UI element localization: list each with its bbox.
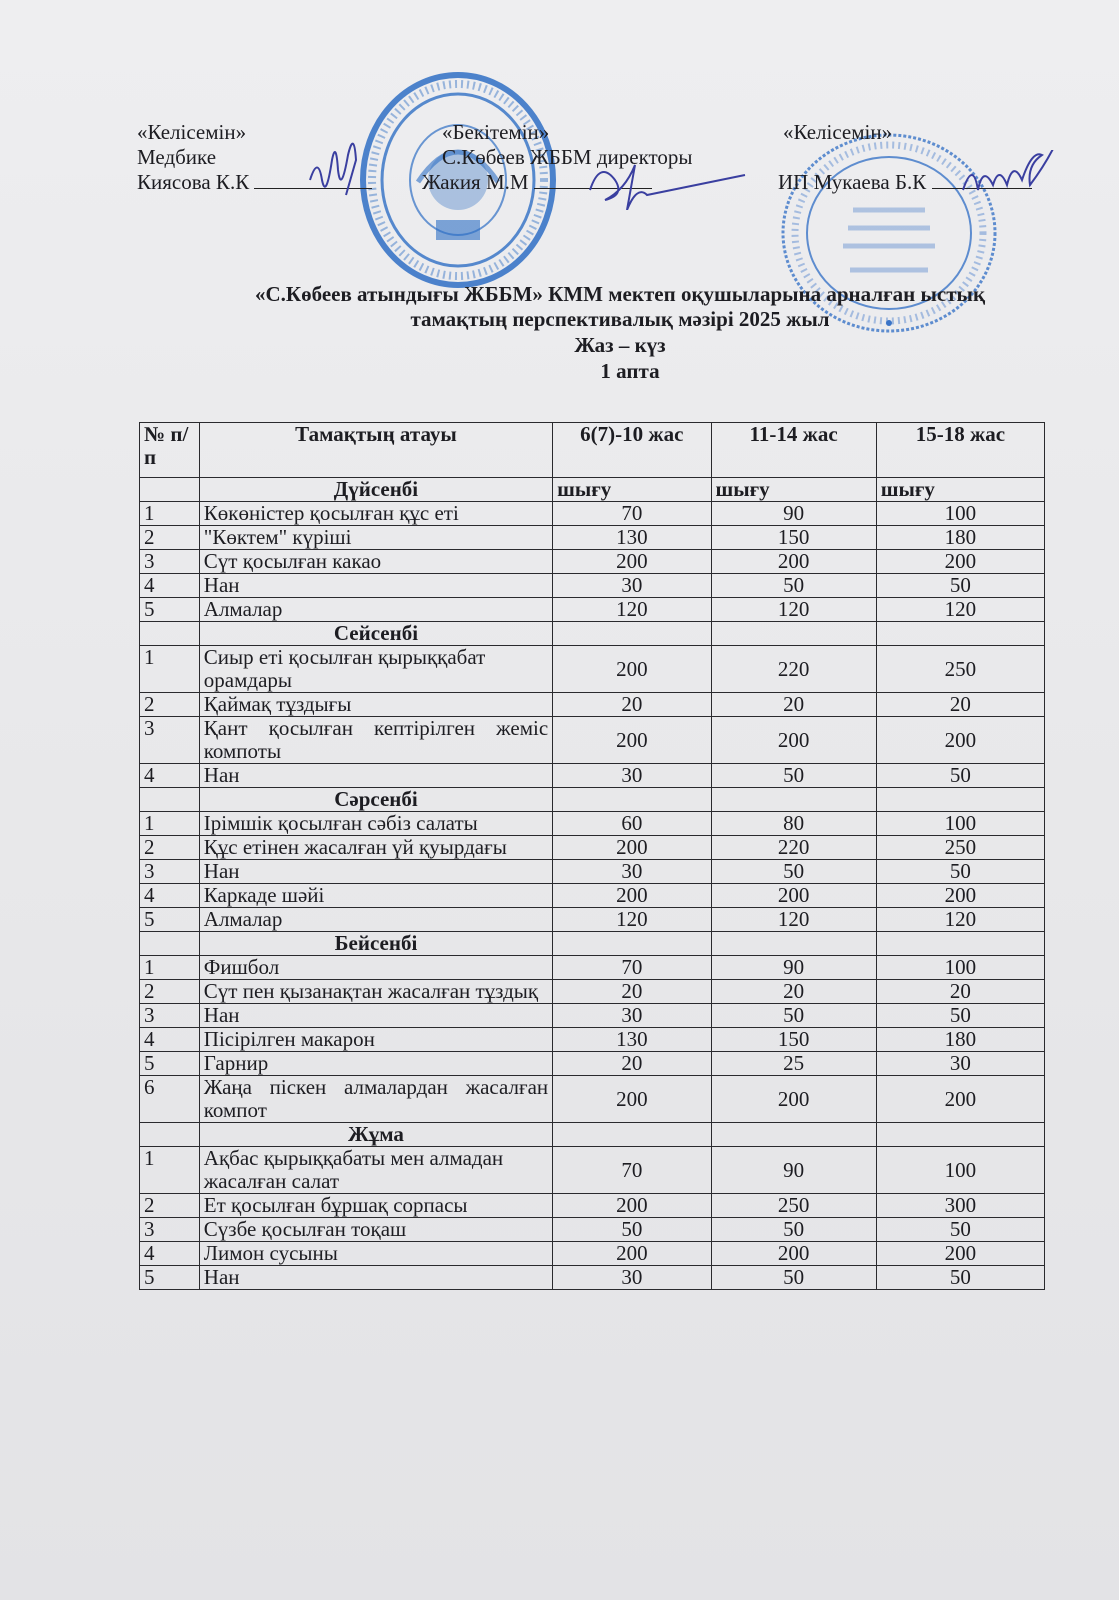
portion-grams: 130 (553, 526, 711, 550)
item-number: 5 (140, 1266, 200, 1290)
table-row (140, 1028, 1045, 1052)
table-row (140, 646, 1045, 693)
unit-label: шығу (711, 478, 876, 502)
portion-grams: 70 (553, 956, 711, 980)
portion-grams: 90 (711, 1147, 876, 1194)
dish-name: Нан (199, 860, 552, 884)
dish-name: Қаймақ тұздығы (199, 693, 552, 717)
portion-grams: 50 (711, 1266, 876, 1290)
portion-grams: 30 (876, 1052, 1044, 1076)
dish-name: Нан (199, 574, 552, 598)
portion-grams: 50 (876, 860, 1044, 884)
item-number: 4 (140, 884, 200, 908)
item-number: 3 (140, 1004, 200, 1028)
empty-cell (876, 1123, 1044, 1147)
portion-grams: 20 (711, 980, 876, 1004)
portion-grams: 60 (553, 812, 711, 836)
portion-grams: 220 (711, 836, 876, 860)
dish-name: Алмалар (199, 598, 552, 622)
dish-name: Сиыр еті қосылған қырыққабат орамдары (199, 646, 552, 693)
empty-cell (553, 932, 711, 956)
dish-name: Қант қосылған кептірілген жеміс компоты (199, 717, 552, 764)
portion-grams: 200 (553, 1076, 711, 1123)
table-row (140, 502, 1045, 526)
item-number: 5 (140, 908, 200, 932)
portion-grams: 200 (553, 717, 711, 764)
portion-grams: 120 (711, 598, 876, 622)
portion-grams: 100 (876, 956, 1044, 980)
item-number: 1 (140, 1147, 200, 1194)
header-dish-name: Тамақтың атауы (199, 423, 552, 478)
day-row (140, 1123, 1045, 1147)
empty-cell (876, 622, 1044, 646)
day-row (140, 932, 1045, 956)
dish-name: Ет қосылған бұршақ сорпасы (199, 1194, 552, 1218)
dish-name: "Көктем" күріші (199, 526, 552, 550)
portion-grams: 200 (711, 550, 876, 574)
portion-grams: 200 (553, 836, 711, 860)
portion-grams: 20 (553, 980, 711, 1004)
portion-grams: 20 (876, 693, 1044, 717)
portion-grams: 30 (553, 764, 711, 788)
unit-label: шығу (876, 478, 1044, 502)
day-number-cell (140, 622, 200, 646)
item-number: 1 (140, 956, 200, 980)
portion-grams: 200 (711, 1076, 876, 1123)
portion-grams: 20 (711, 693, 876, 717)
dish-name: Нан (199, 1266, 552, 1290)
item-number: 2 (140, 1194, 200, 1218)
signature-medbike (300, 140, 370, 210)
portion-grams: 120 (553, 908, 711, 932)
menu-table (139, 422, 1045, 1290)
portion-grams: 120 (876, 598, 1044, 622)
day-name: Сәрсенбі (199, 788, 552, 812)
portion-grams: 20 (553, 1052, 711, 1076)
portion-grams: 50 (711, 1004, 876, 1028)
portion-grams: 300 (876, 1194, 1044, 1218)
approval-center-label: «Бекітемін» (442, 120, 550, 144)
item-number: 3 (140, 860, 200, 884)
item-number: 2 (140, 526, 200, 550)
header-age-6-10: 6(7)-10 жас (553, 423, 711, 478)
menu-season: Жаз – күз (574, 333, 666, 357)
table-row (140, 884, 1045, 908)
day-name: Сейсенбі (199, 622, 552, 646)
portion-grams: 30 (553, 574, 711, 598)
empty-cell (711, 788, 876, 812)
portion-grams: 250 (876, 646, 1044, 693)
portion-grams: 120 (711, 908, 876, 932)
portion-grams: 200 (876, 717, 1044, 764)
day-number-cell (140, 1123, 200, 1147)
item-number: 3 (140, 717, 200, 764)
portion-grams: 200 (553, 1242, 711, 1266)
approval-center-role: С.Көбеев ЖББМ директоры (442, 145, 693, 169)
table-row (140, 1218, 1045, 1242)
portion-grams: 100 (876, 812, 1044, 836)
dish-name: Ірімшік қосылған сәбіз салаты (199, 812, 552, 836)
portion-grams: 50 (711, 1218, 876, 1242)
dish-name: Нан (199, 1004, 552, 1028)
portion-grams: 150 (711, 1028, 876, 1052)
item-number: 6 (140, 1076, 200, 1123)
day-name: Дүйсенбі (199, 478, 552, 502)
empty-cell (876, 788, 1044, 812)
table-row (140, 1194, 1045, 1218)
portion-grams: 250 (876, 836, 1044, 860)
signature-ip (955, 150, 1065, 205)
dish-name: Сүзбе қосылған тоқаш (199, 1218, 552, 1242)
table-header-row (140, 423, 1045, 478)
approval-left-name: Киясова К.К (137, 170, 250, 194)
table-row (140, 836, 1045, 860)
item-number: 1 (140, 646, 200, 693)
portion-grams: 70 (553, 502, 711, 526)
portion-grams: 90 (711, 502, 876, 526)
dish-name: Көкөністер қосылған құс еті (199, 502, 552, 526)
table-row (140, 574, 1045, 598)
portion-grams: 50 (876, 574, 1044, 598)
portion-grams: 200 (876, 1076, 1044, 1123)
signature-director (575, 150, 755, 210)
dish-name: Пісірілген макарон (199, 1028, 552, 1052)
item-number: 2 (140, 980, 200, 1004)
day-number-cell (140, 478, 200, 502)
empty-cell (876, 932, 1044, 956)
empty-cell (553, 788, 711, 812)
dish-name: Лимон сусыны (199, 1242, 552, 1266)
menu-table-body (140, 478, 1045, 1290)
portion-grams: 80 (711, 812, 876, 836)
empty-cell (711, 932, 876, 956)
approval-right-label: «Келісемін» (783, 120, 893, 144)
portion-grams: 20 (553, 693, 711, 717)
item-number: 4 (140, 1242, 200, 1266)
table-row (140, 1266, 1045, 1290)
dish-name: Каркаде шәйі (199, 884, 552, 908)
portion-grams: 180 (876, 1028, 1044, 1052)
approval-right-name: ИП Мукаева Б.К (778, 170, 927, 194)
table-row (140, 1076, 1045, 1123)
item-number: 1 (140, 502, 200, 526)
portion-grams: 200 (876, 1242, 1044, 1266)
portion-grams: 200 (553, 1194, 711, 1218)
table-row (140, 956, 1045, 980)
dish-name: Ақбас қырыққабаты мен алмадан жасалған салат (199, 1147, 552, 1194)
approval-left-label: «Келісемін» (137, 120, 247, 144)
day-name: Жұма (199, 1123, 552, 1147)
portion-grams: 200 (553, 550, 711, 574)
day-number-cell (140, 788, 200, 812)
item-number: 2 (140, 836, 200, 860)
portion-grams: 30 (553, 1266, 711, 1290)
table-row (140, 860, 1045, 884)
menu-week: 1 апта (600, 359, 660, 383)
empty-cell (553, 1123, 711, 1147)
portion-grams: 30 (553, 860, 711, 884)
table-row (140, 980, 1045, 1004)
header-age-15-18: 15-18 жас (876, 423, 1044, 478)
dish-name: Құс етінен жасалған үй қуырдағы (199, 836, 552, 860)
table-row (140, 693, 1045, 717)
portion-grams: 100 (876, 1147, 1044, 1194)
item-number: 1 (140, 812, 200, 836)
portion-grams: 20 (876, 980, 1044, 1004)
portion-grams: 100 (876, 502, 1044, 526)
item-number: 3 (140, 1218, 200, 1242)
portion-grams: 200 (553, 646, 711, 693)
portion-grams: 130 (553, 1028, 711, 1052)
item-number: 5 (140, 1052, 200, 1076)
header-age-11-14: 11-14 жас (711, 423, 876, 478)
item-number: 4 (140, 1028, 200, 1052)
dish-name: Алмалар (199, 908, 552, 932)
portion-grams: 250 (711, 1194, 876, 1218)
dish-name: Гарнир (199, 1052, 552, 1076)
portion-grams: 50 (553, 1218, 711, 1242)
portion-grams: 200 (553, 884, 711, 908)
empty-cell (711, 622, 876, 646)
portion-grams: 30 (553, 1004, 711, 1028)
table-row (140, 550, 1045, 574)
portion-grams: 220 (711, 646, 876, 693)
table-row (140, 526, 1045, 550)
table-row (140, 1242, 1045, 1266)
empty-cell (711, 1123, 876, 1147)
portion-grams: 50 (711, 574, 876, 598)
table-row (140, 598, 1045, 622)
portion-grams: 50 (876, 1004, 1044, 1028)
portion-grams: 50 (711, 764, 876, 788)
table-row (140, 717, 1045, 764)
portion-grams: 90 (711, 956, 876, 980)
portion-grams: 50 (876, 1218, 1044, 1242)
approval-left-role: Медбике (137, 145, 217, 169)
portion-grams: 200 (876, 884, 1044, 908)
portion-grams: 180 (876, 526, 1044, 550)
day-row (140, 788, 1045, 812)
day-row (140, 478, 1045, 502)
dish-name: Жаңа піскен алмалардан жасалған компот (199, 1076, 552, 1123)
table-row (140, 1004, 1045, 1028)
dish-name: Фишбол (199, 956, 552, 980)
menu-title-line1: «С.Көбеев атындығы ЖББМ» КММ мектеп оқушыларына арналған ыстық (254, 282, 986, 306)
table-row (140, 812, 1045, 836)
day-number-cell (140, 932, 200, 956)
portion-grams: 50 (876, 764, 1044, 788)
day-name: Бейсенбі (199, 932, 552, 956)
portion-grams: 150 (711, 526, 876, 550)
unit-label: шығу (553, 478, 711, 502)
portion-grams: 200 (711, 717, 876, 764)
dish-name: Сүт қосылған какао (199, 550, 552, 574)
portion-grams: 200 (876, 550, 1044, 574)
portion-grams: 25 (711, 1052, 876, 1076)
item-number: 4 (140, 764, 200, 788)
portion-grams: 120 (876, 908, 1044, 932)
item-number: 2 (140, 693, 200, 717)
table-row (140, 908, 1045, 932)
menu-title-line2: тамақтың перспективалық мәзірі 2025 жыл (410, 307, 830, 331)
approval-center-name: Жакия М.М (422, 170, 529, 194)
empty-cell (553, 622, 711, 646)
dish-name: Сүт пен қызанақтан жасалған тұздық (199, 980, 552, 1004)
portion-grams: 120 (553, 598, 711, 622)
dish-name: Нан (199, 764, 552, 788)
table-row (140, 1052, 1045, 1076)
table-row (140, 764, 1045, 788)
portion-grams: 200 (711, 884, 876, 908)
day-row (140, 622, 1045, 646)
portion-grams: 50 (711, 860, 876, 884)
portion-grams: 50 (876, 1266, 1044, 1290)
table-row (140, 1147, 1045, 1194)
portion-grams: 70 (553, 1147, 711, 1194)
item-number: 4 (140, 574, 200, 598)
portion-grams: 200 (711, 1242, 876, 1266)
header-number: № п/п (140, 423, 200, 478)
item-number: 5 (140, 598, 200, 622)
item-number: 3 (140, 550, 200, 574)
